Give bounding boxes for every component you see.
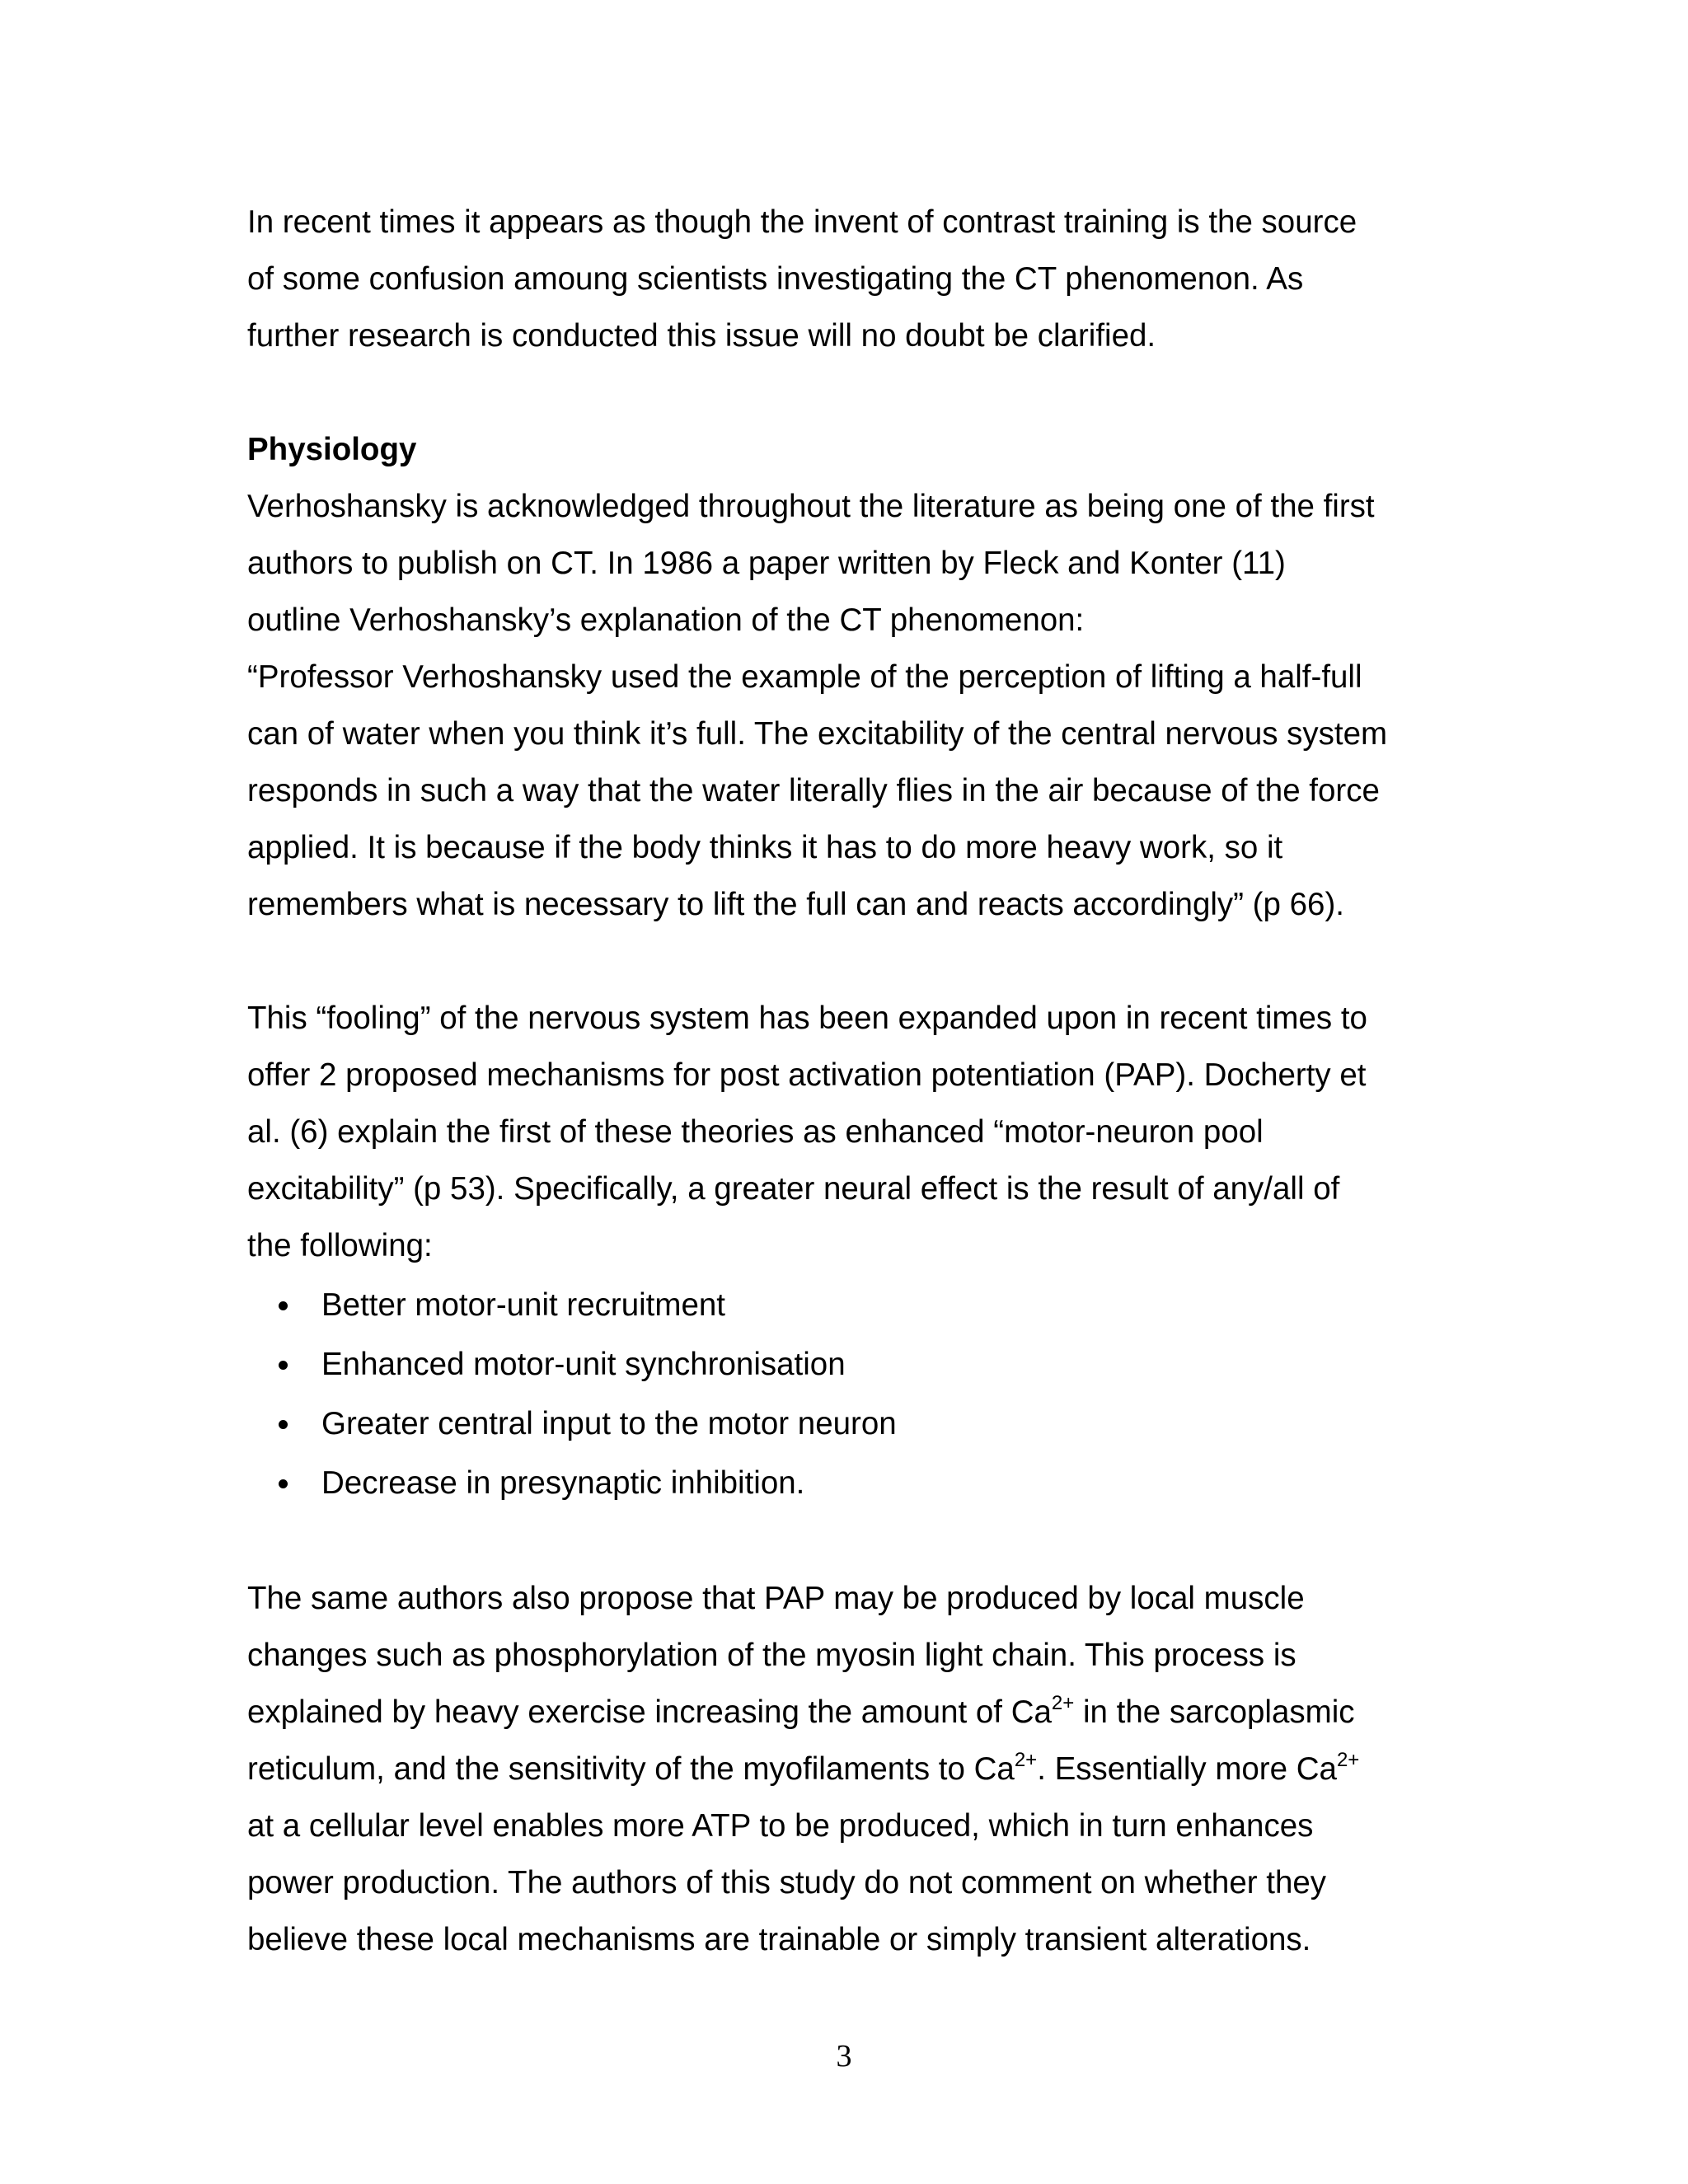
- text-run: explained by heavy exercise increasing the amount of Ca: [247, 1694, 1052, 1730]
- bullet-item: [247, 1335, 1451, 1394]
- text-line: at a cellular level enables more ATP to be produced, which in turn enhances: [247, 1808, 1314, 1844]
- superscript: 2+: [1014, 1749, 1038, 1771]
- paragraph-gap: [247, 1513, 1451, 1570]
- text-line: responds in such a way that the water literally flies in the air because of the force: [247, 773, 1380, 808]
- page-number: 3: [836, 2039, 852, 2074]
- bullet-dot-icon: [279, 1420, 288, 1429]
- text-line: excitability” (p 53). Specifically, a greater neural effect is the result of any/all of: [247, 1171, 1340, 1207]
- text-line: The same authors also propose that PAP may be produced by local muscle: [247, 1581, 1305, 1616]
- text-line: “Professor Verhoshansky used the example of the perception of lifting a half-full: [247, 659, 1362, 695]
- text-run: in the sarcoplasmic: [1074, 1694, 1355, 1730]
- text-line: [247, 1741, 1451, 1797]
- bullet-item: [247, 1394, 1451, 1454]
- text-line: offer 2 proposed mechanisms for post activation potentiation (PAP). Docherty et: [247, 1057, 1367, 1093]
- text-line: applied. It is because if the body thinks it has to do more heavy work, so it: [247, 830, 1283, 865]
- text-line: the following:: [247, 1228, 433, 1263]
- text-line: This “fooling” of the nervous system has been expanded upon in recent times to: [247, 1001, 1367, 1036]
- bullet-item: [247, 1276, 1451, 1335]
- text-line: can of water when you think it’s full. The excitability of the central nervous system: [247, 716, 1388, 752]
- paragraph-verhoshansky: [247, 478, 1451, 933]
- text-line: In recent times it appears as though the invent of contrast training is the source: [247, 204, 1357, 240]
- text-line: of some confusion amoung scientists investigating the CT phenomenon. As: [247, 261, 1304, 297]
- document-body: [247, 194, 1451, 1968]
- paragraph-fooling: [247, 990, 1451, 1274]
- bullet-item: [247, 1454, 1451, 1513]
- section-heading: Physiology: [247, 432, 417, 467]
- text-line: authors to publish on CT. In 1986 a paper written by Fleck and Konter (11): [247, 546, 1286, 581]
- bullet-text: Better motor-unit recruitment: [321, 1287, 725, 1323]
- paragraph-gap: [247, 364, 1451, 421]
- bullet-dot-icon: [279, 1361, 288, 1370]
- paragraph-gap: [247, 933, 1451, 990]
- text-line: changes such as phosphorylation of the myosin light chain. This process is: [247, 1638, 1296, 1673]
- text-line: believe these local mechanisms are trainable or simply transient alterations.: [247, 1922, 1311, 1957]
- text-run: . Essentially more Ca: [1037, 1751, 1337, 1787]
- superscript: 2+: [1336, 1749, 1360, 1771]
- text-line: Verhoshansky is acknowledged throughout the literature as being one of the first: [247, 489, 1375, 524]
- bullet-dot-icon: [279, 1479, 288, 1488]
- bullet-text: Enhanced motor-unit synchronisation: [321, 1347, 846, 1382]
- text-line: further research is conducted this issue will no doubt be clarified.: [247, 318, 1156, 354]
- bullet-dot-icon: [279, 1301, 288, 1310]
- bullet-text: Greater central input to the motor neuron: [321, 1406, 897, 1441]
- text-line: [247, 1684, 1451, 1741]
- text-run: reticulum, and the sensitivity of the myofilaments to Ca: [247, 1751, 1015, 1787]
- text-line: remembers what is necessary to lift the full can and reacts accordingly” (p 66).: [247, 887, 1344, 922]
- text-line: al. (6) explain the first of these theories as enhanced “motor-neuron pool: [247, 1114, 1264, 1150]
- superscript: 2+: [1051, 1692, 1075, 1714]
- bullet-text: Decrease in presynaptic inhibition.: [321, 1465, 805, 1501]
- bullet-list: [247, 1276, 1451, 1513]
- text-line: outline Verhoshansky’s explanation of the CT phenomenon:: [247, 602, 1085, 638]
- text-line: power production. The authors of this study do not comment on whether they: [247, 1865, 1327, 1900]
- paragraph-local-mechanisms: [247, 1570, 1451, 1968]
- paragraph-intro: [247, 194, 1451, 364]
